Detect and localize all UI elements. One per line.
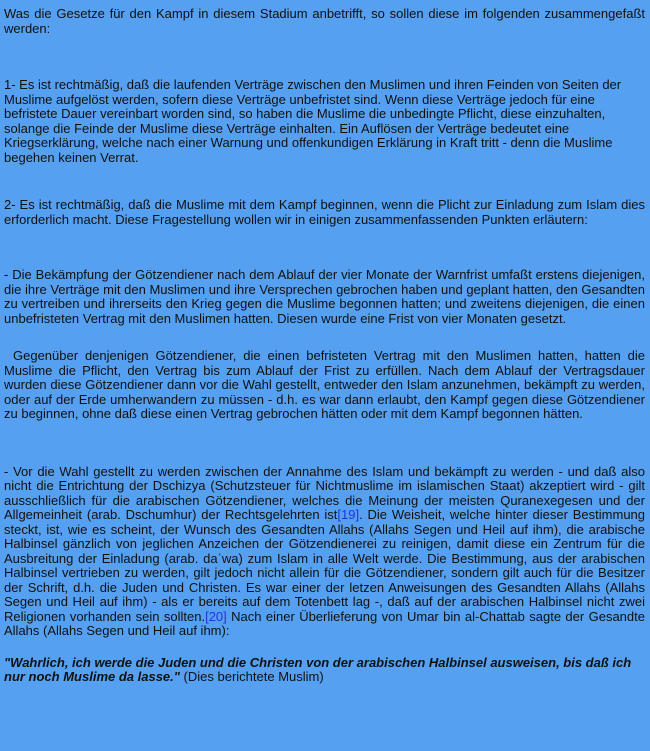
hadith-quote-paragraph: [4, 656, 645, 685]
footnote-link-19[interactable]: [19]: [337, 507, 360, 522]
paragraph-text-segment: - Vor die Wahl gestellt zu werden zwischen der Annahme des Islam und bekämpft zu werden - und daß also nicht die Entrichtung der Dschizya (Schutzsteuer für Nichtmuslime im islamischen Staat) akzeptiert wird - gilt ausschließlich für die arabischen Götzendiener, welches die Meinung der meisten Quranexegesen und der Allgemeinheit (arab. Dschumhur) der Rechtsgelehrten ist: [4, 463, 645, 522]
hadith-quote-text: "Wahrlich, ich werde die Juden und die Christen von der arabischen Halbinsel ausweisen, bis daß ich nur noch Muslime da lasse.": [4, 654, 632, 684]
paragraph-rule-1-treaties: 1- Es ist rechtmäßig, daß die laufenden Verträge zwischen den Muslimen und ihren Feinden von Seiten der Muslime aufgelöst werden, sofern diese Verträge unbefristet sind. Wenn diese Verträge jedoch für eine befristete Dauer vereinbart worden sind, so haben die Muslime die unbedingte Pflicht, diese einzuhalten, solange die Feinde der Muslime diese Verträge einhalten. Ein Auflösen der Verträge bedeutet eine Kriegserklärung, welche nach einer Warnung und offenkundigen Erklärung in Kraft tritt - denn die Muslime begehen keinen Verrat.: [4, 77, 622, 165]
paragraph-text-segment: . Die Weisheit, welche hinter dieser Bestimmung steckt, ist, wie es scheint, der Wunsch des Gesandten Allahs (Allahs Segen und Heil auf ihm), die arabische Halbinsel gänzlich von jeglichen Anzeichen der Götzendienerei zu reinigen, damit diese ein Zentrum für die Ausbreitung der Einladung (arab. daʿwa) zum Islam in alle Welt werde. Die Bestimmung, aus der arabischen Halbinsel vertrieben zu werden, gilt jedoch nicht allein für die Götzendiener, sondern gilt auch für die Besitzer der Schrift, d.h. die Juden und Christen. Es war einer der letzen Anweisungen des Gesandten Allahs (Allahs Segen und Heil auf ihm) - als er bereits auf dem Totenbett lag -, daß auf der arabischen Halbinsel nicht zwei Religionen vorhanden sein sollten.: [4, 507, 646, 624]
paragraph-limited-treaty: Gegenüber denjenigen Götzendiener, die einen befristeten Vertrag mit den Muslimen hatten, hatten die Muslime die Pflicht, den Vertrag bis zum Ablauf der Frist zu erfüllen. Nach dem Ablauf der Vertragsdauer wurden diese Götzendiener dann vor die Wahl gestellt, entweder den Islam anzunehmen, bekämpft zu werden, oder auf der Erde umherwandern zu müssen - d.h. es war dann erlaubt, den Kampf gegen diese Götzendiener zu beginnen, ohne daß diese einen Vertrag gebrochen hätten oder mit dem Kampf begonnen hätten.: [4, 348, 645, 421]
footnote-link-20[interactable]: [20]: [205, 608, 227, 624]
paragraph-intro: Was die Gesetze für den Kampf in diesem Stadium anbetrifft, so sollen diese im folgenden zusammengefaßt werden:: [4, 6, 645, 36]
paragraph-idolaters-four-months: - Die Bekämpfung der Götzendiener nach dem Ablauf der vier Monate der Warnfrist umfaßt erstens diejenigen, die ihre Verträge mit den Muslimen und ihre Versprechen gebrochen haben und geplant hatten, den Gesandten zu vertreiben und ihrerseits den Krieg gegen die Muslime begonnen hatten; und zweitens diejenigen, die einen unbefristeten Vertrag mit den Muslimen hatten. Diesen wurde eine Frist von vier Monaten gesetzt.: [4, 267, 645, 326]
paragraph-text-segment: Nach einer Überlieferung von Umar bin al-Chattab sagte der Gesandte Allahs (Allahs Segen und Heil auf ihm):: [4, 608, 645, 638]
paragraph-arabian-peninsula: [4, 465, 645, 639]
paragraph-rule-2-combat: 2- Es ist rechtmäßig, daß die Muslime mit dem Kampf beginnen, wenn die Plicht zur Einladung zum Islam dies erforderlich macht. Diese Fragestellung wollen wir in einigen zusammenfassenden Punkten erläutern:: [4, 197, 645, 227]
quote-attribution: (Dies berichtete Muslim): [179, 669, 324, 684]
